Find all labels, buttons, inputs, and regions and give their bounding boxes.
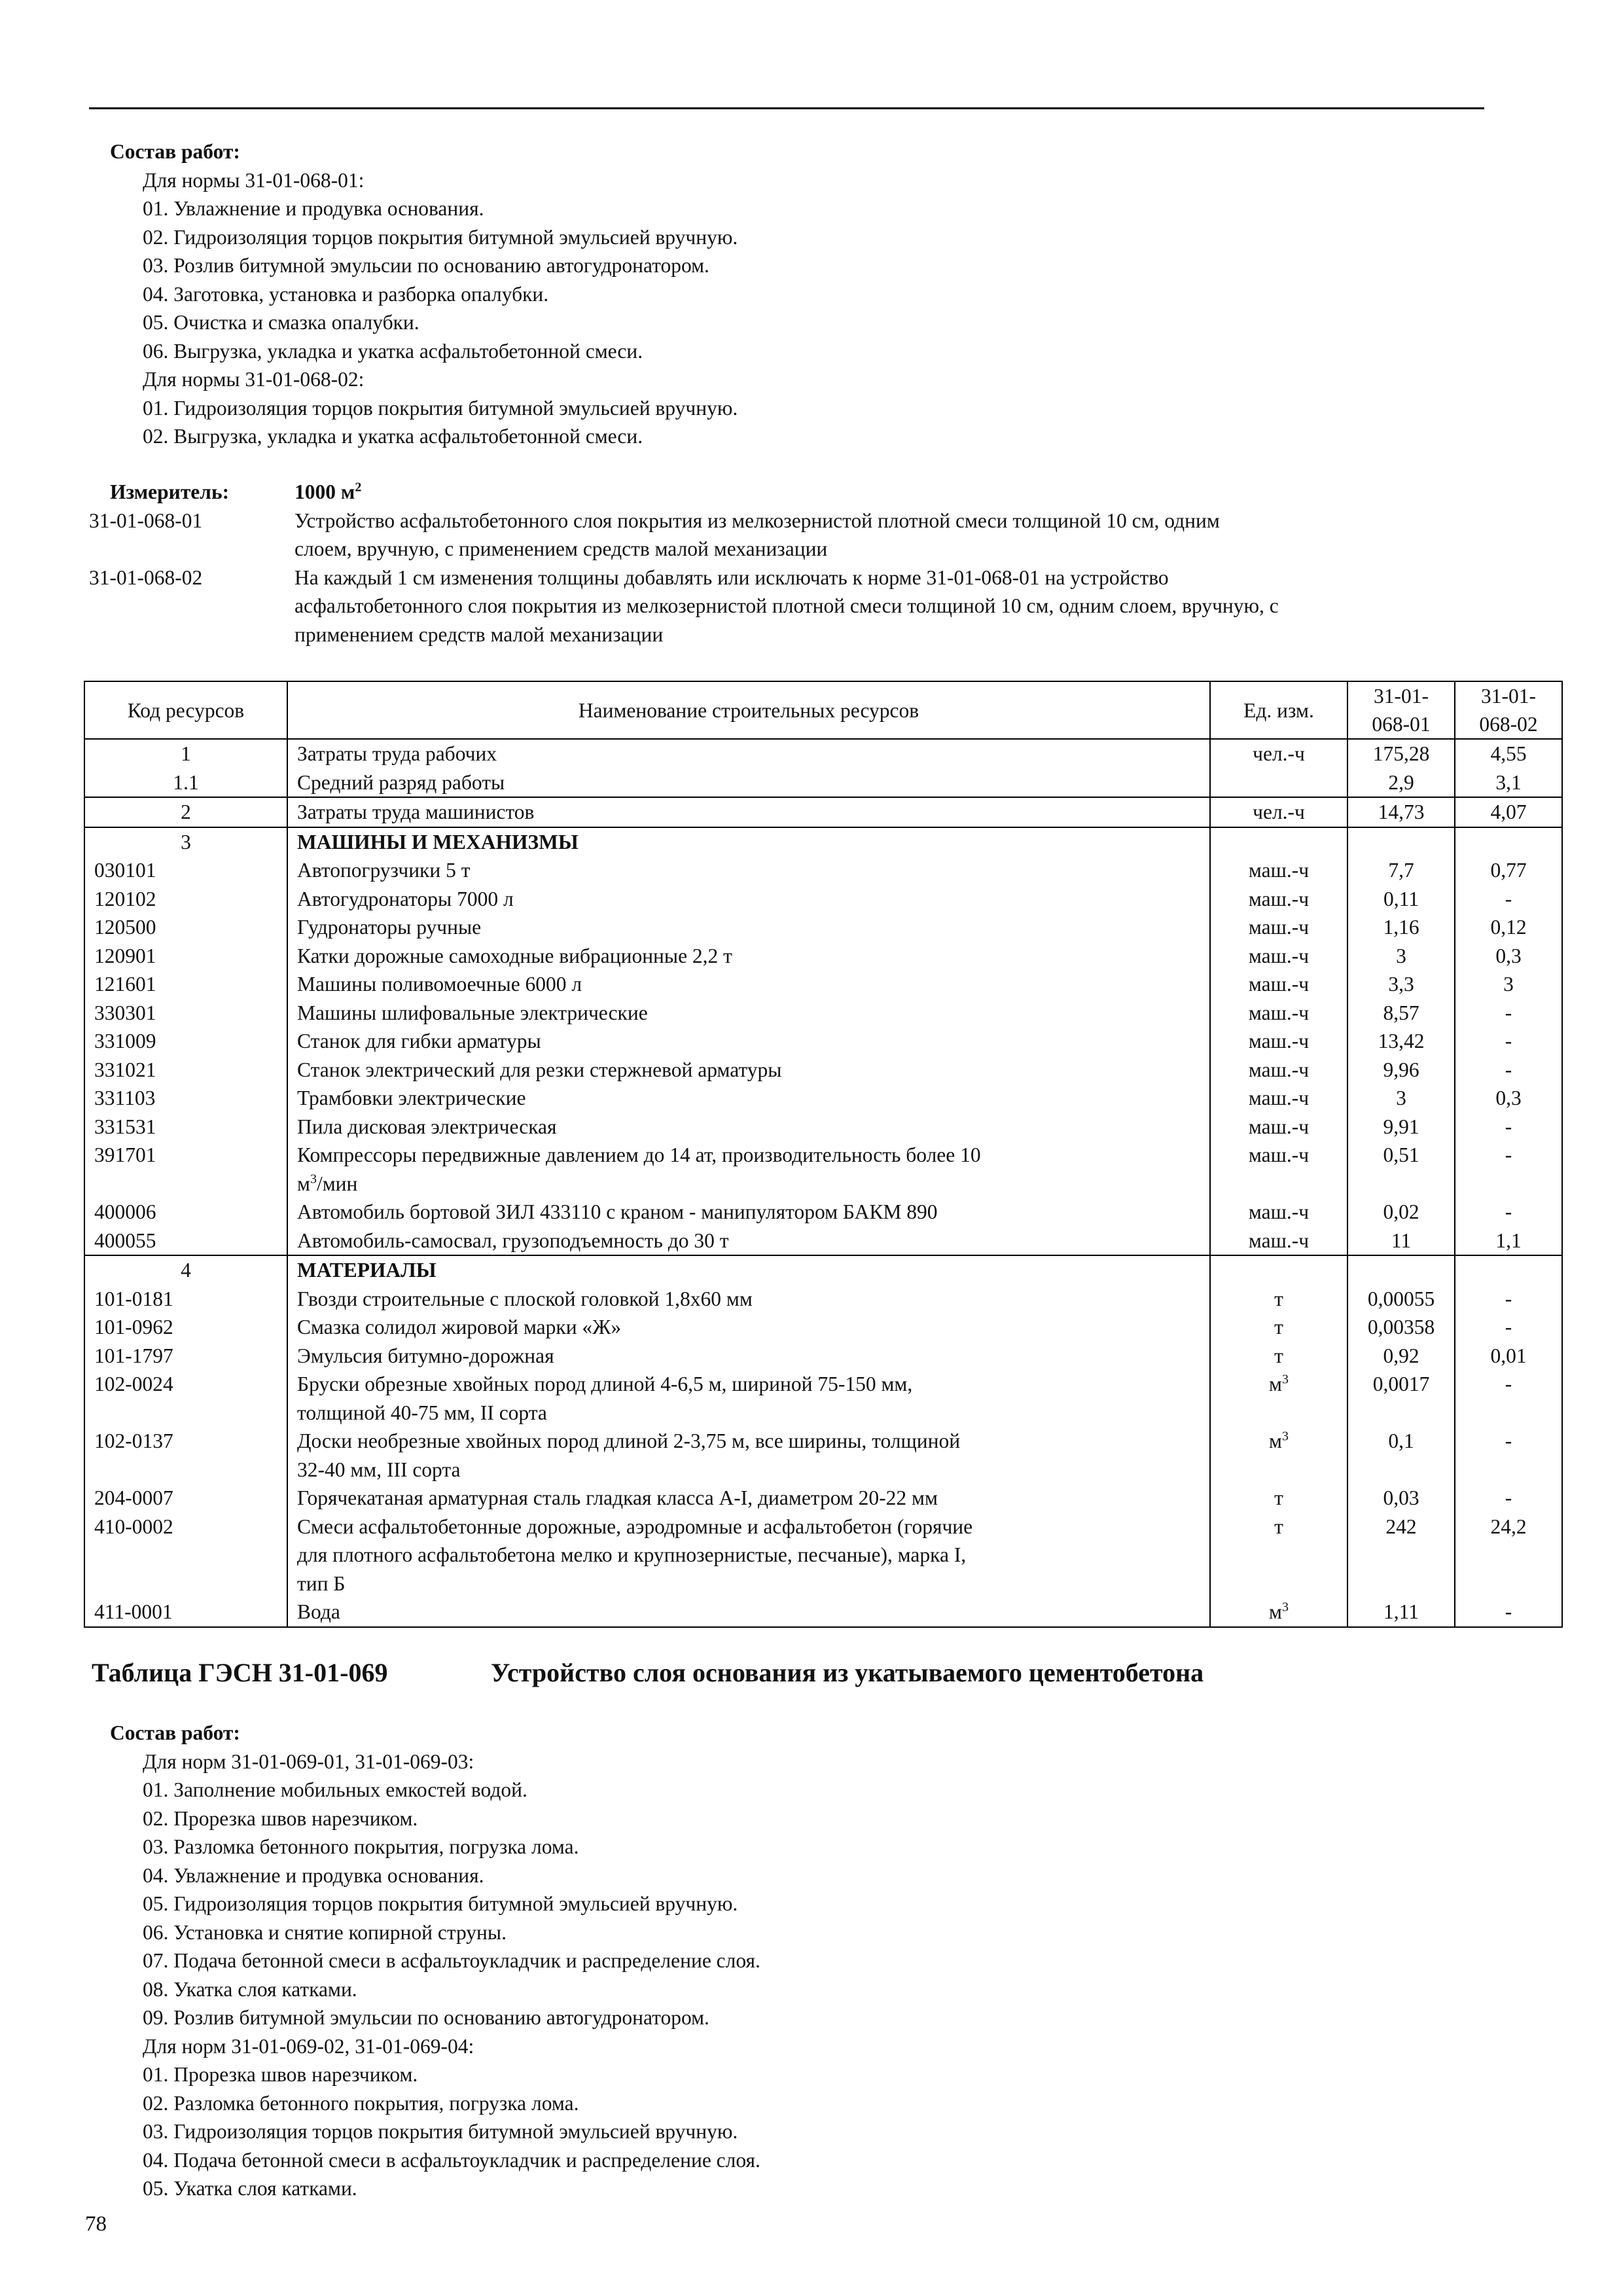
header-name: Наименование строительных ресурсов xyxy=(287,681,1210,739)
table-row xyxy=(84,856,1562,885)
work-composition-heading: Состав работ: xyxy=(110,140,240,163)
norm-1-value: 1,16 xyxy=(1347,913,1455,942)
table-row xyxy=(84,1056,1562,1085)
norm-2-value: 24,2 xyxy=(1455,1513,1562,1598)
unit-text: т xyxy=(1274,1344,1283,1367)
norm-2-value: 4,55 xyxy=(1455,739,1562,768)
norm-code: 31-01-068-02 xyxy=(89,565,203,589)
composition-line: 03. Гидроизоляция торцов покрытия битумной эмульсией вручную. xyxy=(143,2120,738,2143)
resource-name xyxy=(287,942,1210,971)
composition-line: 01. Увлажнение и продувка основания. xyxy=(143,197,484,220)
table-2-number: Таблица ГЭСН 31-01-069 xyxy=(92,1658,388,1687)
resource-name-line: Автомобиль бортовой ЗИЛ 433110 с краном - манипулятором БАКМ 890 xyxy=(297,1200,938,1223)
resource-code: 391701 xyxy=(84,1141,287,1198)
resource-name xyxy=(287,1084,1210,1113)
unit-text: чел.-ч xyxy=(1253,800,1305,823)
resource-name xyxy=(287,1285,1210,1314)
norm-2-value: 0,3 xyxy=(1455,942,1562,971)
resource-name xyxy=(287,1255,1210,1285)
norm-2-value: - xyxy=(1455,1056,1562,1085)
norm-2-value: 0,3 xyxy=(1455,1084,1562,1113)
work-composition-list xyxy=(110,166,738,451)
resource-name xyxy=(287,999,1210,1028)
norm-description xyxy=(294,507,1496,564)
norm-description xyxy=(294,564,1496,649)
unit-text: т xyxy=(1274,1515,1283,1538)
superscript: 3 xyxy=(1281,1600,1289,1615)
norm-1-value: 0,0017 xyxy=(1347,1370,1455,1427)
unit-text: маш.-ч xyxy=(1248,1058,1310,1081)
resource-code: 330301 xyxy=(84,999,287,1028)
composition-line: 02. Разломка бетонного покрытия, погрузка лома. xyxy=(143,2091,579,2115)
norm-row xyxy=(89,507,1496,564)
header-norm-1: 31-01- 068-01 xyxy=(1347,681,1455,739)
resource-code: 121601 xyxy=(84,970,287,999)
unit-text: маш.-ч xyxy=(1248,1229,1310,1252)
composition-line: 02. Выгрузка, укладка и укатка асфальтобетонной смеси. xyxy=(143,425,643,448)
norm-2-value: - xyxy=(1455,1427,1562,1484)
resource-code: 400006 xyxy=(84,1198,287,1227)
composition-line: 02. Прорезка швов нарезчиком. xyxy=(143,1806,418,1830)
table-row xyxy=(84,797,1562,827)
resource-unit xyxy=(1210,913,1347,942)
resource-name-line: Гудронаторы ручные xyxy=(297,916,482,939)
header-code: Код ресурсов xyxy=(84,681,287,739)
resource-name-line: МАШИНЫ И МЕХАНИЗМЫ xyxy=(297,830,579,853)
composition-line: 06. Выгрузка, укладка и укатка асфальтобетонной смеси. xyxy=(143,339,643,363)
resource-name-line: Средний разряд работы xyxy=(297,770,505,794)
resource-code: 120102 xyxy=(84,885,287,914)
resource-code: 331103 xyxy=(84,1084,287,1113)
unit-text: чел.-ч xyxy=(1253,742,1305,765)
resource-code: 101-1797 xyxy=(84,1342,287,1371)
unit-text: маш.-ч xyxy=(1248,887,1310,910)
norm-1-value: 3,3 xyxy=(1347,970,1455,999)
table-row xyxy=(84,885,1562,914)
unit-text: м xyxy=(1269,1600,1282,1623)
table-2-name: Устройство слоя основания из укатываемого цементобетона xyxy=(491,1658,1204,1687)
table-row xyxy=(84,913,1562,942)
unit-text: маш.-ч xyxy=(1248,1086,1310,1109)
measure-section xyxy=(89,478,1496,649)
table-row xyxy=(84,1484,1562,1513)
composition-line: 09. Розлив битумной эмульсии по основанию автогудронатором. xyxy=(143,2006,709,2029)
table-row xyxy=(84,1342,1562,1371)
resource-name-line: Затраты труда рабочих xyxy=(297,742,497,765)
unit-text: т xyxy=(1274,1316,1283,1338)
unit-text: маш.-ч xyxy=(1248,1143,1310,1166)
table-row xyxy=(84,1255,1562,1285)
norm-2-value: - xyxy=(1455,1313,1562,1342)
resource-unit xyxy=(1210,1141,1347,1198)
resource-code: 3 xyxy=(84,827,287,857)
norm-1-value: 0,00358 xyxy=(1347,1313,1455,1342)
norm-2-value: - xyxy=(1455,1598,1562,1627)
composition-line: Для норм 31-01-069-02, 31-01-069-04: xyxy=(143,2034,474,2058)
norm-1-value: 3 xyxy=(1347,1084,1455,1113)
norm-code: 31-01-068-01 xyxy=(89,509,203,532)
table-row xyxy=(84,1227,1562,1256)
unit-text: т xyxy=(1274,1287,1283,1310)
resource-name xyxy=(287,1484,1210,1513)
table-row xyxy=(84,1427,1562,1484)
table-row xyxy=(84,1313,1562,1342)
norm-1-value: 0,03 xyxy=(1347,1484,1455,1513)
table-row xyxy=(84,1027,1562,1056)
norm-1-value: 14,73 xyxy=(1347,797,1455,827)
norm-1-value: 1,11 xyxy=(1347,1598,1455,1627)
resource-unit xyxy=(1210,885,1347,914)
norm-2-value: 3 xyxy=(1455,970,1562,999)
norm-2-value: - xyxy=(1455,885,1562,914)
resources-table xyxy=(84,681,1563,1628)
resource-unit xyxy=(1210,827,1347,857)
resource-name xyxy=(287,768,1210,798)
resource-name-line: Компрессоры передвижные давлением до 14 ат, производительность более 10 xyxy=(297,1143,981,1166)
unit-text: м xyxy=(1269,1429,1282,1452)
resource-unit xyxy=(1210,1427,1347,1484)
resource-code: 331009 xyxy=(84,1027,287,1056)
composition-line: 03. Розлив битумной эмульсии по основанию автогудронатором. xyxy=(143,254,709,277)
resource-code: 410-0002 xyxy=(84,1513,287,1598)
norm-1-value xyxy=(1347,1255,1455,1285)
norm-1-value: 0,11 xyxy=(1347,885,1455,914)
resource-code: 411-0001 xyxy=(84,1598,287,1627)
unit-text: маш.-ч xyxy=(1248,1001,1310,1024)
work-composition-list xyxy=(110,1748,760,2203)
norm-1-value: 0,1 xyxy=(1347,1427,1455,1484)
resource-name xyxy=(287,1113,1210,1141)
resource-code: 102-0024 xyxy=(84,1370,287,1427)
resource-name-part: м xyxy=(297,1172,310,1195)
norm-1-value: 175,28 xyxy=(1347,739,1455,768)
resource-name-line xyxy=(297,1170,1200,1198)
resource-name xyxy=(287,856,1210,885)
norm-description-line: асфальтобетонного слоя покрытия из мелкозернистой плотной смеси толщиной 10 см, одним слоем, вручную, с xyxy=(294,594,1279,617)
norm-2-value: - xyxy=(1455,1141,1562,1198)
resource-unit xyxy=(1210,1285,1347,1314)
norm-1-value: 11 xyxy=(1347,1227,1455,1256)
composition-line: 01. Заполнение мобильных емкостей водой. xyxy=(143,1778,527,1801)
norm-2-value: - xyxy=(1455,1113,1562,1141)
norm-1-value: 0,51 xyxy=(1347,1141,1455,1198)
composition-line: 04. Увлажнение и продувка основания. xyxy=(143,1863,484,1887)
superscript: 3 xyxy=(1281,1372,1289,1387)
resource-unit xyxy=(1210,1198,1347,1227)
resource-name-line: Трамбовки электрические xyxy=(297,1086,526,1109)
composition-line: 01. Гидроизоляция торцов покрытия битумной эмульсией вручную. xyxy=(143,396,738,420)
table-row xyxy=(84,999,1562,1028)
table-row xyxy=(84,1084,1562,1113)
resource-unit xyxy=(1210,1313,1347,1342)
resource-unit xyxy=(1210,1598,1347,1627)
resource-unit xyxy=(1210,1056,1347,1085)
header-unit: Ед. изм. xyxy=(1210,681,1347,739)
resource-unit xyxy=(1210,1342,1347,1371)
resource-name-line: Затраты труда машинистов xyxy=(297,800,535,823)
table-row xyxy=(84,1285,1562,1314)
resource-name xyxy=(287,1313,1210,1342)
composition-line: Для норм 31-01-069-01, 31-01-069-03: xyxy=(143,1749,474,1773)
norm-2-value: 1,1 xyxy=(1455,1227,1562,1256)
unit-text: маш.-ч xyxy=(1248,859,1310,882)
norm-1-value: 0,02 xyxy=(1347,1198,1455,1227)
resource-name-line: толщиной 40-75 мм, II сорта xyxy=(297,1401,547,1424)
resource-unit xyxy=(1210,999,1347,1028)
resource-name-line: для плотного асфальтобетона мелко и крупнозернистые, песчаные), марка I, xyxy=(297,1543,967,1566)
unit-text: т xyxy=(1274,1486,1283,1509)
resource-unit xyxy=(1210,1227,1347,1256)
composition-line: 02. Гидроизоляция торцов покрытия битумной эмульсией вручную. xyxy=(143,225,738,249)
norm-2-value xyxy=(1455,827,1562,857)
norm-description-line: слоем, вручную, с применением средств малой механизации xyxy=(294,537,828,560)
resource-code: 400055 xyxy=(84,1227,287,1256)
composition-line: 06. Установка и снятие копирной струны. xyxy=(143,1920,507,1944)
resource-code: 204-0007 xyxy=(84,1484,287,1513)
composition-line: 04. Заготовка, установка и разборка опалубки. xyxy=(143,282,549,306)
resource-name-line: Бруски обрезные хвойных пород длиной 4-6,5 м, шириной 75-150 мм, xyxy=(297,1372,913,1395)
resource-name-line: Смазка солидол жировой марки «Ж» xyxy=(297,1316,622,1338)
resource-code: 4 xyxy=(84,1255,287,1285)
composition-line: 05. Очистка и смазка опалубки. xyxy=(143,311,419,334)
resource-name xyxy=(287,1141,1210,1198)
resource-name xyxy=(287,739,1210,768)
norm-2-value: 3,1 xyxy=(1455,768,1562,798)
unit-text: м xyxy=(1269,1372,1282,1395)
resource-code: 030101 xyxy=(84,856,287,885)
resource-unit xyxy=(1210,768,1347,798)
norm-2-value: - xyxy=(1455,1285,1562,1314)
resource-name xyxy=(287,970,1210,999)
composition-line: 05. Гидроизоляция торцов покрытия битумной эмульсией вручную. xyxy=(143,1892,738,1915)
resource-name-line: Автомобиль-самосвал, грузоподъемность до 30 т xyxy=(297,1229,729,1252)
resource-code: 120500 xyxy=(84,913,287,942)
resource-name-line: Машины поливомоечные 6000 л xyxy=(297,973,582,996)
resource-name xyxy=(287,1342,1210,1371)
superscript: 3 xyxy=(310,1172,317,1186)
resource-code: 331021 xyxy=(84,1056,287,1085)
resource-name xyxy=(287,1598,1210,1627)
resource-name-line: 32-40 мм, III сорта xyxy=(297,1458,461,1481)
norm-1-value: 13,42 xyxy=(1347,1027,1455,1056)
resource-name-line: Гвозди строительные с плоской головкой 1,8х60 мм xyxy=(297,1287,753,1310)
resource-code: 1 xyxy=(84,739,287,768)
table-header xyxy=(84,681,1562,739)
resource-name-line: Горячекатаная арматурная сталь гладкая класса А-I, диаметром 20-22 мм xyxy=(297,1486,938,1509)
norm-2-value: 0,12 xyxy=(1455,913,1562,942)
resource-name xyxy=(287,1427,1210,1484)
norm-2-value: 0,77 xyxy=(1455,856,1562,885)
norm-description-line: На каждый 1 см изменения толщины добавлять или исключать к норме 31-01-068-01 на устройство xyxy=(294,565,1169,589)
resource-name-line: Станок электрический для резки стержневой арматуры xyxy=(297,1058,782,1081)
norm-1-value: 7,7 xyxy=(1347,856,1455,885)
norm-1-value: 0,00055 xyxy=(1347,1285,1455,1314)
resource-name xyxy=(287,1513,1210,1598)
unit-text: маш.-ч xyxy=(1248,916,1310,939)
resource-code: 120901 xyxy=(84,942,287,971)
resource-name-line: Станок для гибки арматуры xyxy=(297,1030,541,1052)
table-row xyxy=(84,827,1562,857)
resource-code: 331531 xyxy=(84,1113,287,1141)
work-composition-heading: Состав работ: xyxy=(110,1721,240,1744)
norm-2-value: - xyxy=(1455,1198,1562,1227)
table-row xyxy=(84,970,1562,999)
composition-line: Для нормы 31-01-068-02: xyxy=(143,368,365,391)
resource-unit xyxy=(1210,1370,1347,1427)
resource-name-line: Эмульсия битумно-дорожная xyxy=(297,1344,554,1367)
table-row xyxy=(84,1598,1562,1627)
resource-name-line: Автопогрузчики 5 т xyxy=(297,859,471,882)
norm-description-line: применением средств малой механизации xyxy=(294,622,664,646)
resource-name xyxy=(287,913,1210,942)
composition-line: 01. Прорезка швов нарезчиком. xyxy=(143,2063,418,2086)
resource-unit xyxy=(1210,1084,1347,1113)
resource-name-line: Автогудронаторы 7000 л xyxy=(297,887,514,910)
table-row xyxy=(84,739,1562,768)
unit-text: маш.-ч xyxy=(1248,973,1310,996)
norm-2-value: 0,01 xyxy=(1455,1342,1562,1371)
work-composition-2 xyxy=(110,1719,760,2203)
top-rule xyxy=(89,107,1484,109)
resource-name xyxy=(287,1198,1210,1227)
norm-1-value: 9,96 xyxy=(1347,1056,1455,1085)
table-row xyxy=(84,942,1562,971)
table-row xyxy=(84,1113,1562,1141)
norm-1-value: 8,57 xyxy=(1347,999,1455,1028)
table-row xyxy=(84,768,1562,798)
norm-description-line: Устройство асфальтобетонного слоя покрытия из мелкозернистой плотной смеси толщиной 10 см, одним xyxy=(294,509,1220,532)
unit-text: маш.-ч xyxy=(1248,1200,1310,1223)
norm-2-value: - xyxy=(1455,1027,1562,1056)
resource-name-line: МАТЕРИАЛЫ xyxy=(297,1259,437,1282)
norm-2-value: - xyxy=(1455,1484,1562,1513)
resource-name-part: /мин xyxy=(316,1172,358,1195)
norm-2-value xyxy=(1455,1255,1562,1285)
resource-unit xyxy=(1210,1255,1347,1285)
resource-name-line: Вода xyxy=(297,1600,340,1623)
table-2-title xyxy=(92,1657,1204,1689)
norm-2-value: 4,07 xyxy=(1455,797,1562,827)
measure-label: Измеритель: xyxy=(110,480,230,503)
norm-1-value: 3 xyxy=(1347,942,1455,971)
norm-1-value xyxy=(1347,827,1455,857)
resource-name-line: Доски необрезные хвойных пород длиной 2-3,75 м, все ширины, толщиной xyxy=(297,1429,961,1452)
resource-name-line: Машины шлифовальные электрические xyxy=(297,1001,648,1024)
composition-line: 08. Укатка слоя катками. xyxy=(143,1977,357,2001)
header-norm-2: 31-01- 068-02 xyxy=(1455,681,1562,739)
resource-unit xyxy=(1210,797,1347,827)
resource-unit xyxy=(1210,1027,1347,1056)
norm-1-value: 9,91 xyxy=(1347,1113,1455,1141)
composition-line: 04. Подача бетонной смеси в асфальтоукладчик и распределение слоя. xyxy=(143,2148,760,2172)
table-row xyxy=(84,1513,1562,1598)
resource-name xyxy=(287,797,1210,827)
norm-1-value: 242 xyxy=(1347,1513,1455,1598)
resource-code: 2 xyxy=(84,797,287,827)
resource-name xyxy=(287,1056,1210,1085)
superscript: 3 xyxy=(1281,1429,1289,1444)
norm-descriptions xyxy=(89,507,1496,649)
table-row xyxy=(84,1370,1562,1427)
table-row xyxy=(84,1198,1562,1227)
unit-text: маш.-ч xyxy=(1248,1115,1310,1138)
resource-code: 102-0137 xyxy=(84,1427,287,1484)
resource-code: 101-0962 xyxy=(84,1313,287,1342)
resource-code: 101-0181 xyxy=(84,1285,287,1314)
resource-unit xyxy=(1210,739,1347,768)
norm-row xyxy=(89,564,1496,649)
resource-unit xyxy=(1210,1484,1347,1513)
resource-name xyxy=(287,1370,1210,1427)
resource-unit xyxy=(1210,942,1347,971)
page-number: 78 xyxy=(85,2212,107,2236)
resource-code: 1.1 xyxy=(84,768,287,798)
resource-name xyxy=(287,885,1210,914)
table-row xyxy=(84,1141,1562,1198)
norm-1-value: 2,9 xyxy=(1347,768,1455,798)
work-composition-1 xyxy=(110,137,738,451)
resource-name-line: Смеси асфальтобетонные дорожные, аэродромные и асфальтобетон (горячие xyxy=(297,1515,973,1538)
resource-unit xyxy=(1210,1113,1347,1141)
composition-line: 05. Укатка слоя катками. xyxy=(143,2177,357,2200)
norm-2-value: - xyxy=(1455,1370,1562,1427)
composition-line: Для нормы 31-01-068-01: xyxy=(143,168,365,192)
unit-text: маш.-ч xyxy=(1248,944,1310,967)
resource-name-line: Пила дисковая электрическая xyxy=(297,1115,557,1138)
composition-line: 07. Подача бетонной смеси в асфальтоукладчик и распределение слоя. xyxy=(143,1949,760,1972)
norm-2-value: - xyxy=(1455,999,1562,1028)
table-body xyxy=(84,739,1562,1627)
resource-name xyxy=(287,827,1210,857)
resource-name-line: тип Б xyxy=(297,1571,346,1595)
unit-text: маш.-ч xyxy=(1248,1030,1310,1052)
resource-name-line: Катки дорожные самоходные вибрационные 2,2 т xyxy=(297,944,732,967)
measure-value: 1000 $м^2$ xyxy=(294,480,362,503)
resource-unit xyxy=(1210,970,1347,999)
resource-unit xyxy=(1210,856,1347,885)
resource-name xyxy=(287,1027,1210,1056)
resource-unit xyxy=(1210,1513,1347,1598)
norm-1-value: 0,92 xyxy=(1347,1342,1455,1371)
composition-line: 03. Разломка бетонного покрытия, погрузка лома. xyxy=(143,1835,579,1858)
resource-name xyxy=(287,1227,1210,1256)
